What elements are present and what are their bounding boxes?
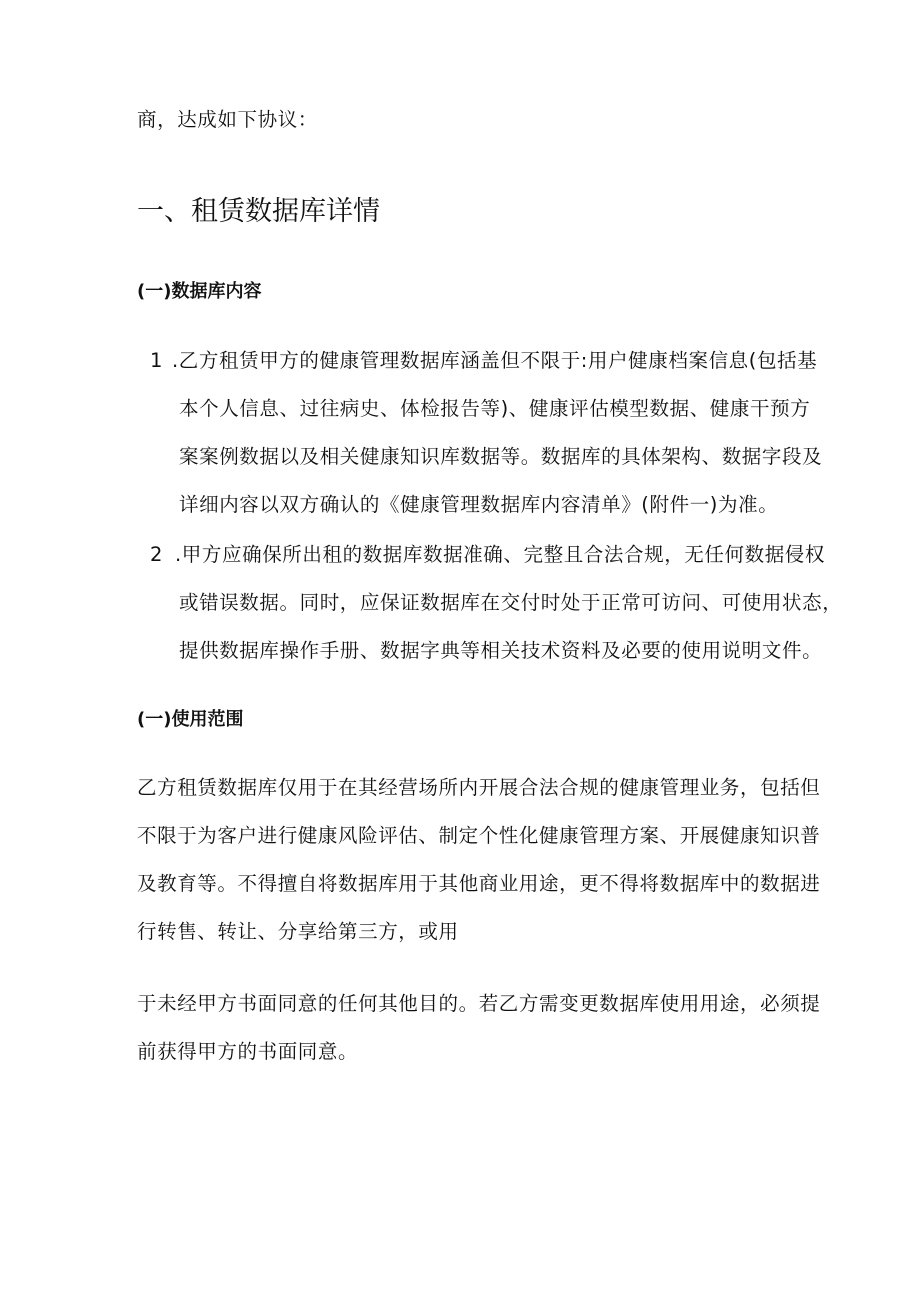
subsection-heading-scope: (一)使用范围 — [137, 709, 244, 730]
text-line: 提供数据库操作手册、数据字典等相关技术资料及必要的使用说明文件。 — [179, 639, 823, 662]
text-line: 不限于为客户进行健康风险评估、制定个性化健康管理方案、开展健康知识普 — [137, 824, 821, 847]
text-line: 案案例数据以及相关健康知识库数据等。数据库的具体架构、数据字段及 — [179, 445, 823, 468]
text-line: 乙方租赁数据库仅用于在其经营场所内开展合法合规的健康管理业务，包括但 — [137, 776, 821, 799]
text-line: .甲方应确保所出租的数据库数据准确、完整且合法合规，无任何数据侵权 — [175, 543, 825, 566]
text-line: 本个人信息、过往病史、体检报告等)、健康评估模型数据、健康干预方 — [179, 397, 811, 420]
text-line: 或错误数据。同时，应保证数据库在交付时处于正常可访问、可使用状态， — [179, 591, 843, 614]
list-number: 2 — [150, 543, 163, 566]
text-line: 及教育等。不得擅自将数据库用于其他商业用途，更不得将数据库中的数据进 — [137, 872, 821, 895]
text-line: 行转售、转让、分享给第三方，或用 — [137, 920, 459, 943]
section-heading: 一、租赁数据库详情 — [137, 196, 380, 227]
text-line: .乙方租赁甲方的健康管理数据库涵盖但不限于:用户健康档案信息(包括基 — [172, 349, 818, 372]
text-line: 前获得甲方的书面同意。 — [137, 1040, 359, 1063]
intro-line: 商，达成如下协议： — [137, 108, 318, 131]
list-number: 1 — [150, 349, 163, 372]
text-line: 于未经甲方书面同意的任何其他目的。若乙方需变更数据库使用用途，必须提 — [137, 992, 821, 1015]
subsection-heading-content: (一)数据库内容 — [137, 281, 262, 302]
text-line: 详细内容以双方确认的《健康管理数据库内容清单》(附件一)为准。 — [179, 493, 779, 516]
